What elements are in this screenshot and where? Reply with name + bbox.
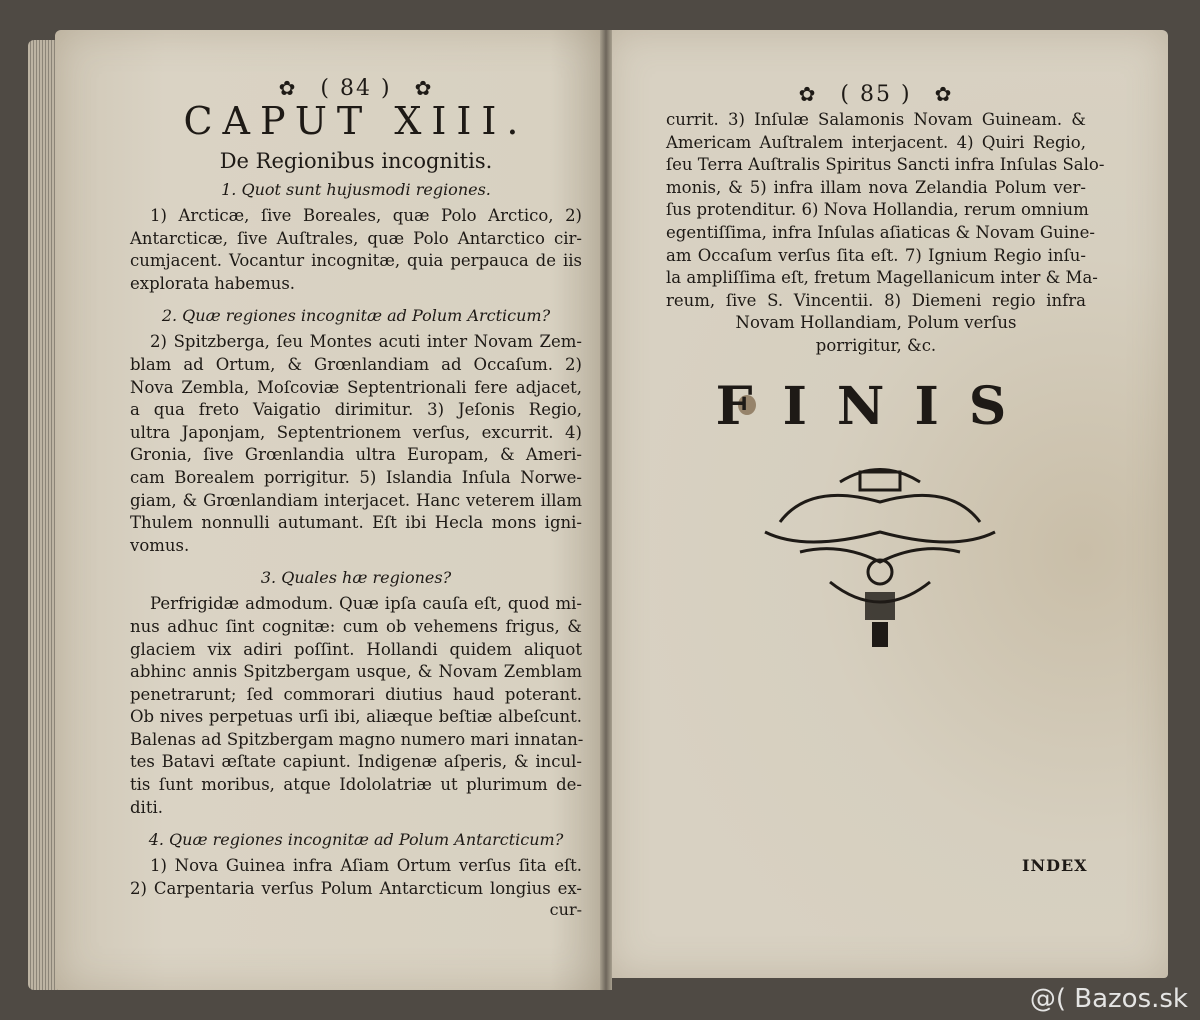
text-line: cumjacent. Vocantur incognitæ, quia perpauca de iis — [130, 251, 582, 271]
section-question: 1. Quot sunt hujusmodi regiones. — [221, 180, 491, 199]
fleuron-icon: ✿ — [414, 76, 434, 100]
section-question: 3. Quales hæ regiones? — [260, 568, 452, 588]
text-line: currit. 3) Inſulæ Salamonis Novam Guineam. & — [666, 110, 1086, 129]
text-line-centered: porrigitur, &c. — [815, 335, 937, 355]
ornament-vignette-icon — [760, 462, 1000, 662]
text-line: la ampliſſima eſt, fretum Magellanicum inter & Ma- — [666, 268, 1098, 288]
text-line: Ob nives perpetuas urſi ibi, aliæque beſtiæ albeſcunt. — [130, 707, 582, 727]
watermark: @( Bazos.sk — [1029, 984, 1188, 1014]
text-line: Nova Zembla, Moſcoviæ Septentrionali fere adjacet, — [130, 377, 582, 397]
right-text-block — [666, 82, 1105, 437]
text-line: 1) Arcticæ, ſive Boreales, quæ Polo Arctico, 2) — [150, 206, 582, 225]
book-gutter — [600, 30, 612, 990]
text-line: ſeu Terra Auſtralis Spiritus Sancti infra Inſulas Salo- — [666, 155, 1105, 175]
text-line: Antarcticæ, ſive Auſtrales, quæ Polo Antarctico cir- — [130, 228, 582, 248]
text-line: tes Batavi æſtate capiunt. Indigenæ aſperis, & incul- — [130, 752, 582, 772]
text-line: diti. — [130, 797, 163, 817]
text-line: 2) Carpentaria verſus Polum Antarcticum longius ex- — [130, 878, 582, 898]
text-line: explorata habemus. — [130, 273, 296, 293]
page-number: ( 84 ) — [320, 76, 392, 101]
text-line: 2) Spitzberga, ſeu Montes acuti inter Novam Zem- — [150, 332, 582, 352]
fleuron-icon: ✿ — [278, 76, 298, 100]
text-line: ſus protenditur. 6) Nova Hollandia, rerum omnium — [666, 200, 1089, 220]
fleuron-icon: ✿ — [798, 82, 818, 106]
text-line-centered: Novam Hollandiam, Polum verſus — [735, 313, 1017, 333]
text-line: ultra Japonjam, Septentrionem verſus, excurrit. 4) — [130, 422, 582, 442]
text-line: vomus. — [130, 535, 190, 555]
page-number: ( 85 ) — [840, 82, 912, 107]
text-line: a qua freto Vaigatio dirimitur. 3) Jeſonis Regio, — [130, 400, 582, 420]
text-line: Gronia, ſive Grœnlandia ultra Europam, & Ameri- — [130, 445, 582, 465]
text-line: reum, ſive S. Vincentii. 8) Diemeni regio infra — [666, 290, 1086, 310]
catchword-index: INDEX — [1022, 856, 1088, 875]
text-line: nus adhuc ſint cognitæ: cum ob vehemens frigus, & — [130, 616, 582, 636]
text-line: Thulem nonnulli autumant. Eſt ibi Hecla mons igni- — [130, 513, 582, 533]
chapter-subtitle: De Regionibus incognitis. — [219, 149, 493, 173]
text-line: am Occaſum verſus ſita eſt. 7) Ignium Regio inſu- — [666, 245, 1086, 265]
text-line: blam ad Ortum, & Grœnlandiam ad Occaſum. 2) — [130, 354, 582, 374]
text-line: Perfrigidæ admodum. Quæ ipſa cauſa eſt, quod mi- — [150, 594, 582, 614]
page-header — [666, 82, 1086, 107]
text-line: Americam Auſtralem interjacent. 4) Quiri Regio, — [666, 132, 1086, 152]
text-line: penetrarunt; ſed commorari diutius haud poterant. — [130, 684, 582, 704]
section-question: 4. Quæ regiones incognitæ ad Polum Antarcticum? — [148, 830, 564, 850]
fleuron-icon: ✿ — [934, 82, 954, 106]
text-line: 1) Nova Guinea infra Aſiam Ortum verſus ſita eſt. — [150, 856, 582, 876]
section-question: 2. Quæ regiones incognitæ ad Polum Arcticum? — [161, 306, 551, 326]
text-line: glaciem vix adiri poſſint. Hollandi quidem aliquot — [130, 639, 582, 659]
page-header — [130, 76, 582, 101]
text-line: Balenas ad Spitzbergam magno numero mari innatan- — [130, 729, 584, 749]
text-line: cam Borealem porrigitur. 5) Islandia Inſula Norwe- — [130, 467, 582, 487]
left-text-block — [130, 76, 582, 919]
text-line: abhinc annis Spitzbergam usque, & Novam Zemblam — [130, 662, 582, 682]
chapter-title: CAPUT XIII. — [183, 99, 529, 143]
text-line: monis, & 5) infra illam nova Zelandia Polum ver- — [666, 177, 1086, 197]
finis-heading: FINIS — [715, 375, 1037, 437]
catchword: cur- — [549, 900, 582, 920]
text-line: giam, & Grœnlandiam interjacet. Hanc veterem illam — [130, 490, 582, 510]
text-line: tis ſunt moribus, atque Idololatriæ ut plurimum de- — [130, 775, 582, 795]
text-line: egentiſſima, infra Inſulas aſiaticas & Novam Guine- — [666, 222, 1095, 242]
